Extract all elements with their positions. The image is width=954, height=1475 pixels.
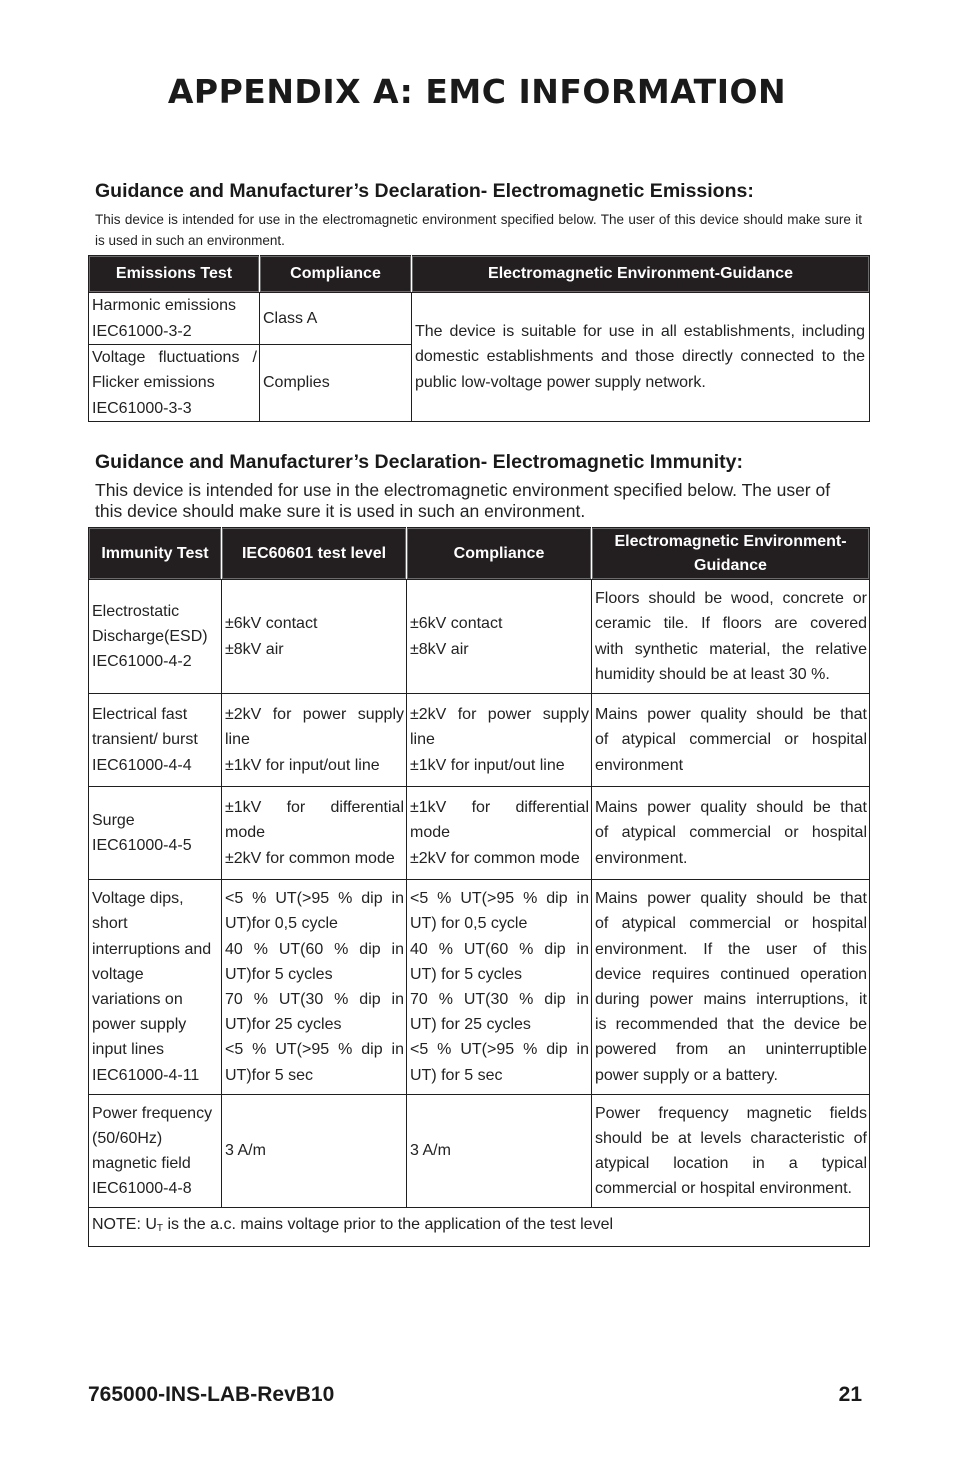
emissions-table (88, 255, 870, 422)
cell-line: Harmonic emissions (92, 297, 237, 315)
note-suffix: is the a.c. mains voltage prior to the application of the test level (163, 1216, 614, 1234)
cell-line: environment. If the user of this (595, 940, 867, 958)
cell-line: environment (595, 756, 684, 774)
cell-line: ±2kV for common mode (410, 849, 580, 867)
immunity-compliance-cell (407, 1095, 592, 1208)
immunity-guidance-cell (592, 1095, 870, 1208)
emissions-intro: This device is intended for use in the electromagnetic environment specified below. The user of this device should make sure it is used in such an environment. (95, 212, 862, 248)
cell-line: power supply or a battery. (595, 1066, 778, 1084)
cell-line: UT) for 5 cycles (410, 965, 523, 983)
cell-line: Mains power quality should be that (595, 799, 867, 817)
cell-line: of atypical commercial or hospital (595, 824, 867, 842)
cell-line: ±2kV for power supply (225, 706, 404, 724)
emissions-header-row (89, 256, 870, 293)
immunity-guidance-cell (592, 787, 870, 880)
cell-line: Floors should be wood, concrete or (595, 590, 867, 608)
cell-line: UT) for 5 sec (410, 1066, 503, 1084)
cell-line: of atypical commercial or hospital (595, 915, 867, 933)
immunity-compliance-cell (407, 580, 592, 694)
immunity-col-header: Compliance (407, 528, 592, 580)
cell-line: ±8kV air (225, 640, 284, 658)
cell-line: environment. (595, 849, 688, 867)
cell-line: Flicker emissions (92, 374, 215, 392)
immunity-level-cell (222, 580, 407, 694)
table-row (89, 787, 870, 880)
emissions-compliance-cell: Complies (260, 345, 412, 422)
cell-line: humidity should be at least 30 %. (595, 665, 830, 683)
cell-line: 3 A/m (410, 1142, 451, 1160)
cell-line: of atypical commercial or hospital (595, 731, 867, 749)
cell-line: 70 % UT(30 % dip in (410, 991, 589, 1008)
immunity-test-cell (89, 694, 222, 787)
immunity-level-cell (222, 694, 407, 787)
cell-line: IEC61000-4-2 (92, 653, 192, 671)
page-number: 21 (838, 1383, 862, 1406)
emissions-compliance-cell: Class A (260, 293, 412, 345)
cell-line: 70 % UT(30 % dip in (225, 991, 404, 1008)
table-row (89, 880, 870, 1095)
immunity-test-cell (89, 1095, 222, 1208)
cell-line: voltage (92, 965, 144, 983)
immunity-level-cell (222, 880, 407, 1095)
note-prefix: NOTE: U (92, 1216, 157, 1234)
immunity-guidance-cell (592, 694, 870, 787)
immunity-compliance-cell (407, 787, 592, 880)
immunity-test-cell (89, 580, 222, 694)
cell-line: ceramic tile. If floors are covered (595, 615, 867, 633)
cell-line: <5 % UT(>95 % dip in (225, 1041, 404, 1059)
immunity-level-cell (222, 1095, 407, 1208)
document-id: 765000-INS-LAB-RevB10 (88, 1383, 335, 1406)
cell-line: UT)for 5 sec (225, 1066, 314, 1084)
immunity-guidance-cell (592, 580, 870, 694)
cell-line: short (92, 915, 128, 933)
cell-line: input lines (92, 1041, 165, 1059)
immunity-header-row (89, 528, 870, 580)
page-title: APPENDIX A: EMC INFORMATION (167, 72, 787, 111)
cell-line: Power frequency magnetic fields (595, 1104, 867, 1122)
cell-line: atypical location in a typical (595, 1155, 867, 1172)
cell-line: ±2kV for power supply (410, 706, 589, 724)
cell-line: ±2kV for common mode (225, 849, 395, 867)
cell-line: UT)for 0,5 cycle (225, 915, 338, 933)
cell-line: ±6kV contact (225, 615, 318, 633)
cell-line: Electrostatic (92, 602, 180, 620)
immunity-table (88, 527, 870, 1247)
table-row (89, 694, 870, 787)
cell-line: Electrical fast (92, 706, 188, 724)
cell-line: Surge (92, 811, 135, 829)
cell-line: power supply (92, 1016, 187, 1034)
cell-line: interruptions and (92, 940, 212, 958)
cell-line: UT) for 0,5 cycle (410, 915, 528, 933)
cell-line: ±1kV for input/out line (225, 756, 380, 774)
cell-line: Mains power quality should be that (595, 890, 867, 908)
note-subscript: T (156, 1223, 163, 1235)
emissions-col-header: Electromagnetic Environment-Guidance (412, 256, 870, 293)
cell-line: line (410, 731, 435, 749)
emissions-heading: Guidance and Manufacturer’s Declaration- Electromagnetic Emissions: (95, 180, 754, 202)
note-cell (89, 1208, 870, 1247)
cell-line: transient/ burst (92, 731, 198, 749)
cell-line: during power mains interruptions, it (595, 991, 867, 1008)
cell-line: IEC61000-3-3 (92, 399, 192, 417)
note-row (89, 1208, 870, 1247)
cell-line: line (225, 731, 250, 749)
cell-line: ±8kV air (410, 640, 469, 658)
cell-line: <5 % UT(>95 % dip in (410, 1041, 589, 1059)
cell-line: ±6kV contact (410, 615, 503, 633)
cell-line: UT)for 5 cycles (225, 965, 333, 983)
cell-line: 40 % UT(60 % dip in (225, 940, 404, 958)
cell-line: ±1kV for input/out line (410, 756, 565, 774)
cell-line: is recommended that the device be (595, 1016, 867, 1034)
immunity-level-cell (222, 787, 407, 880)
cell-line: (50/60Hz) (92, 1129, 163, 1147)
cell-line: Power frequency (92, 1104, 213, 1122)
cell-line: mode (410, 824, 451, 842)
cell-line: IEC61000-4-5 (92, 837, 192, 854)
immunity-compliance-cell (407, 880, 592, 1095)
cell-line: UT) for 25 cycles (410, 1016, 531, 1034)
cell-line: <5 % UT(>95 % dip in (410, 890, 589, 908)
emissions-test-cell (89, 345, 260, 422)
cell-line: powered from an uninterruptible (595, 1041, 867, 1059)
emissions-col-header: Emissions Test (89, 256, 260, 293)
emissions-guidance-cell: The device is suitable for use in all establishments, including domestic establishments and those directly connected to the public low-voltage power supply network. (412, 293, 870, 422)
cell-line: magnetic field (92, 1155, 191, 1172)
immunity-test-cell (89, 787, 222, 880)
cell-line: 40 % UT(60 % dip in (410, 940, 589, 958)
immunity-col-header: Immunity Test (89, 528, 222, 580)
cell-line: IEC61000-4-4 (92, 756, 192, 774)
cell-line: Voltage fluctuations / (92, 349, 257, 367)
cell-line: commercial or hospital environment. (595, 1180, 852, 1198)
immunity-compliance-cell (407, 694, 592, 787)
cell-line: IEC61000-4-11 (92, 1066, 200, 1084)
cell-line: 3 A/m (225, 1142, 266, 1160)
cell-line: variations on (92, 991, 183, 1008)
immunity-guidance-cell (592, 880, 870, 1095)
cell-line: UT)for 25 cycles (225, 1016, 342, 1034)
table-row (89, 1095, 870, 1208)
cell-line: device requires continued operation (595, 965, 867, 983)
immunity-col-header: Electromagnetic Environment-Guidance (592, 528, 870, 580)
cell-line: Voltage dips, (92, 890, 184, 908)
immunity-test-cell (89, 880, 222, 1095)
immunity-col-header: IEC60601 test level (222, 528, 407, 580)
cell-line: should be at levels characteristic of (595, 1129, 867, 1147)
cell-line: IEC61000-3-2 (92, 322, 192, 340)
cell-line: ±1kV for differential (225, 799, 404, 817)
cell-line: mode (225, 824, 266, 842)
immunity-heading: Guidance and Manufacturer’s Declaration- Electromagnetic Immunity: (95, 451, 743, 473)
table-row (89, 293, 870, 345)
emissions-col-header: Compliance (260, 256, 412, 293)
cell-line: IEC61000-4-8 (92, 1180, 192, 1198)
immunity-intro: This device is intended for use in the electromagnetic environment specified below. The user of this device should make sure it is used in such an environment. (95, 480, 831, 521)
table-row (89, 580, 870, 694)
cell-line: Mains power quality should be that (595, 706, 867, 724)
emissions-test-cell (89, 293, 260, 345)
cell-line: Discharge(ESD) (92, 627, 208, 645)
cell-line: <5 % UT(>95 % dip in (225, 890, 404, 908)
cell-line: with synthetic material, the relative (595, 640, 867, 658)
cell-line: ±1kV for differential (410, 799, 589, 817)
